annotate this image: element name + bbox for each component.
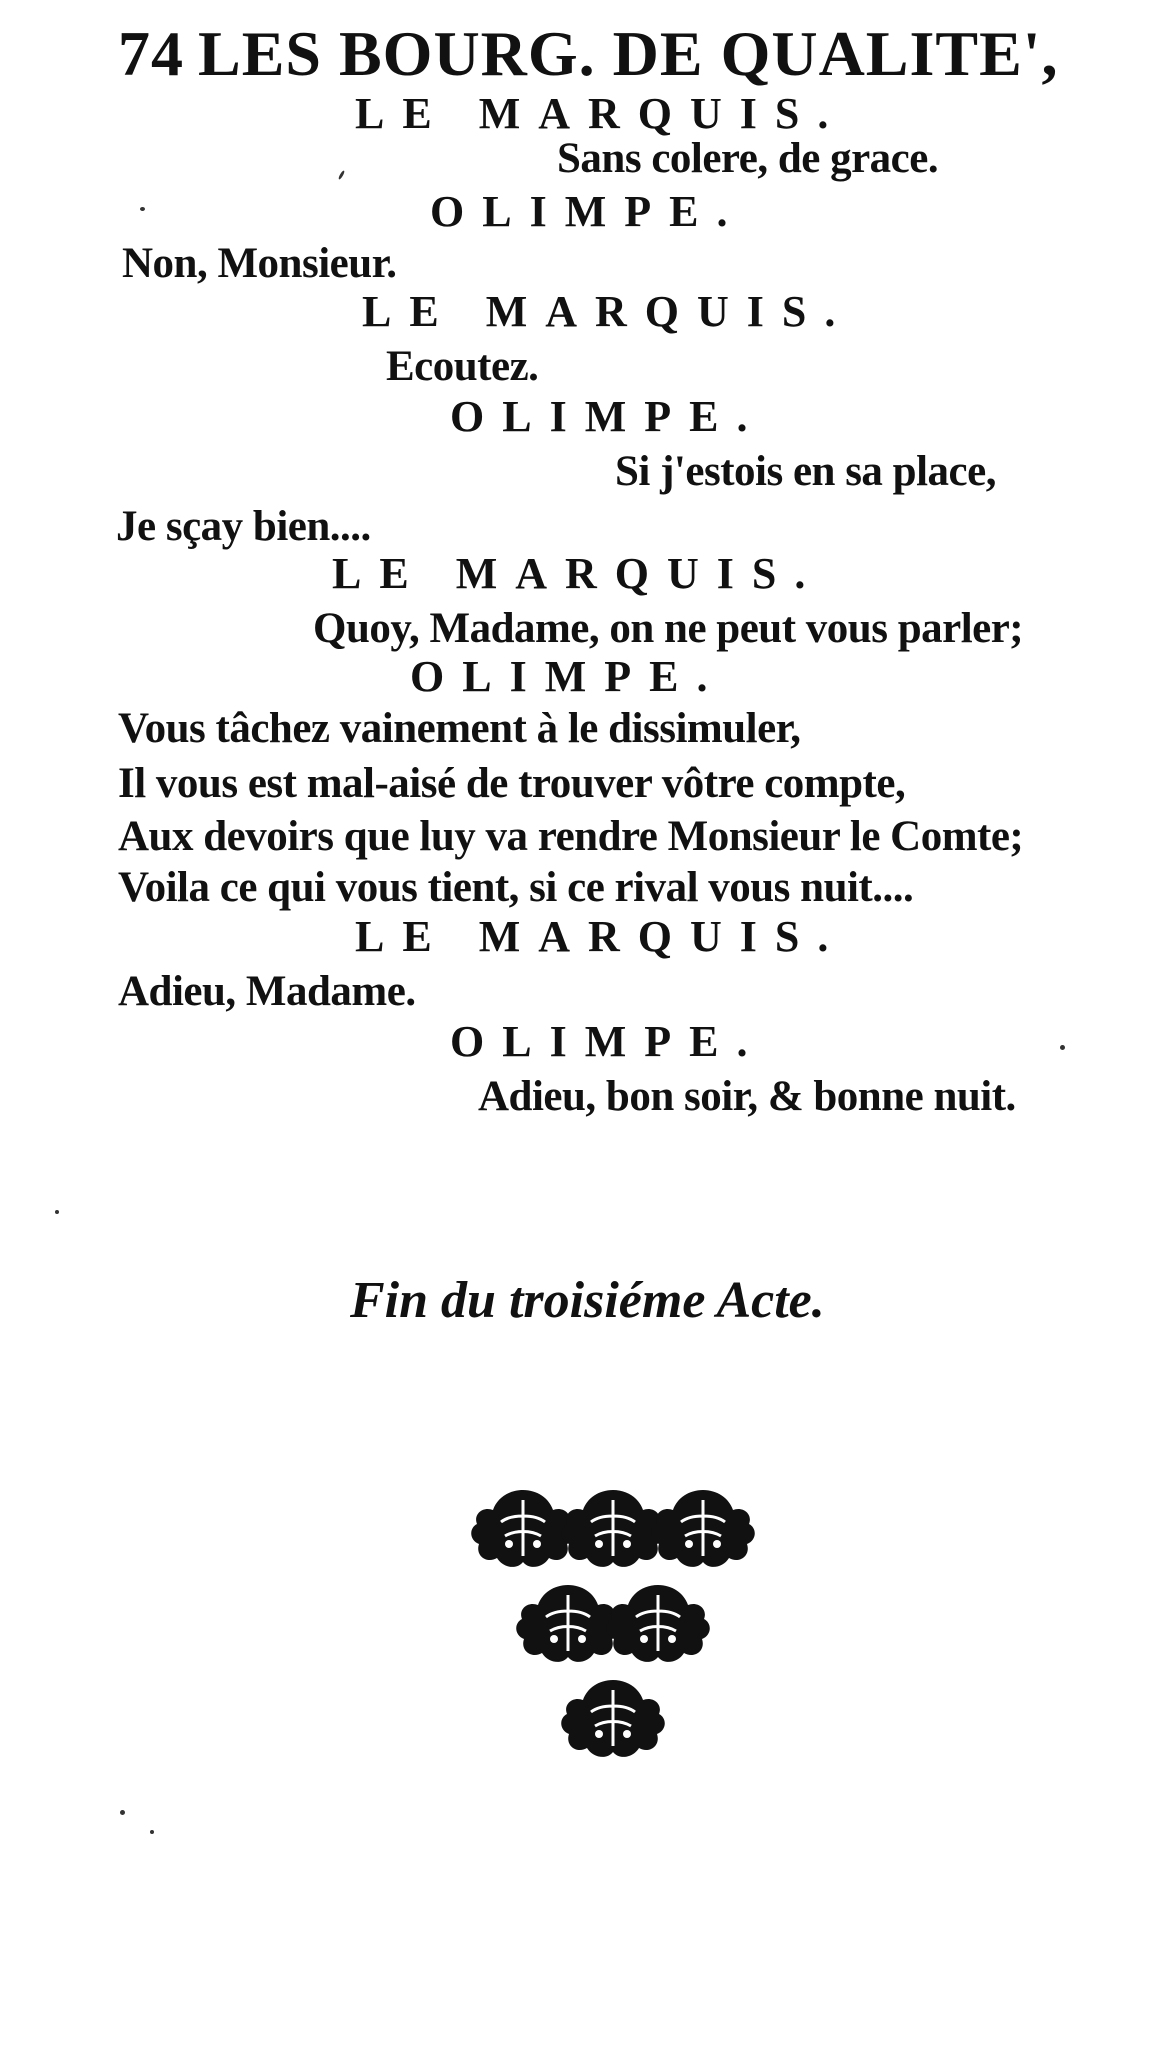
ink-speck [1060,1045,1065,1050]
verse-line: Je sçay bien.... [116,503,371,550]
page-number: 74 [118,18,184,89]
speaker-name: OLIMPE. [450,392,766,441]
ink-speck [150,1830,154,1834]
speaker-name: LE MARQUIS. [355,912,847,961]
running-title: LES BOURG. DE QUALITE', [198,18,1059,89]
verse-line: Il vous est mal-aisé de trouver vôtre compte, [118,760,906,807]
ink-speck [140,207,145,211]
speaker-name: LE MARQUIS. [355,89,847,138]
verse-line: Aux devoirs que luy va rendre Monsieur le Comte; [118,813,1024,860]
verse-line: Sans colere, de grace. [557,135,939,182]
verse-line: Quoy, Madame, on ne peut vous parler; [313,605,1024,652]
speaker-name: OLIMPE. [450,1017,766,1066]
ink-speck [338,170,346,180]
verse-line: Vous tâchez vainement à le dissimuler, [118,705,801,752]
running-header [118,18,1059,89]
speaker-name: OLIMPE. [430,187,746,236]
verse-line: Voila ce qui vous tient, si ce rival vous nuit.... [118,864,914,911]
verse-line: Non, Monsieur. [122,240,397,287]
speaker-name: LE MARQUIS. [362,287,854,336]
speaker-name: LE MARQUIS. [332,549,824,598]
fleuron-ornament-icon [468,1478,758,1778]
verse-line: Adieu, bon soir, & bonne nuit. [478,1073,1016,1120]
verse-line: Si j'estois en sa place, [615,448,996,495]
ink-speck [55,1210,59,1214]
verse-line: Adieu, Madame. [118,968,416,1015]
verse-line: Ecoutez. [386,343,539,390]
ink-speck [120,1810,125,1815]
speaker-name: OLIMPE. [410,652,726,701]
act-closing: Fin du troisiéme Acte. [350,1272,825,1329]
